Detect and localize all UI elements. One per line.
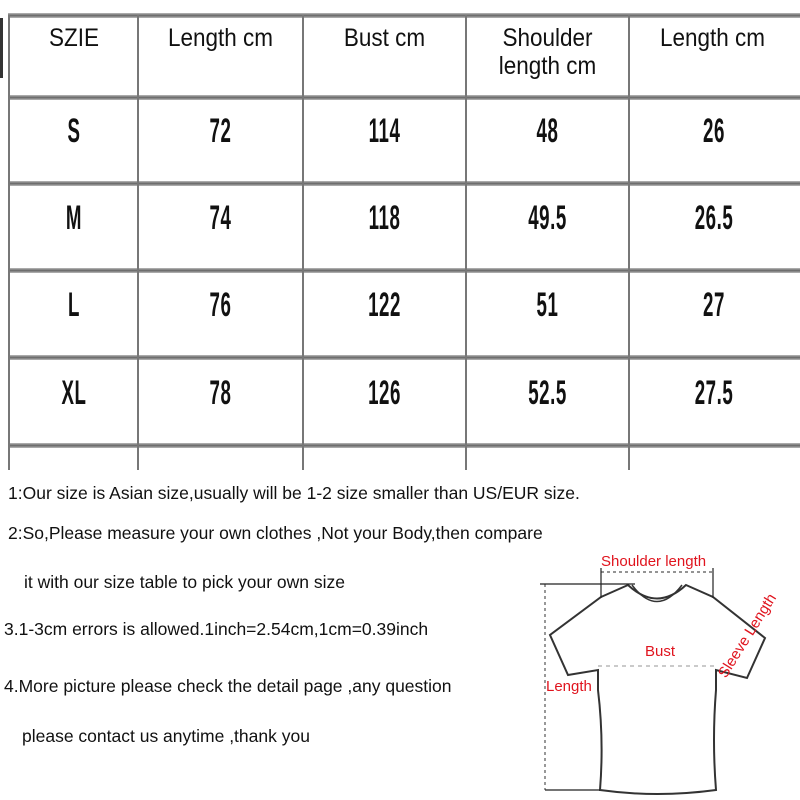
shoulder-length-label: Shoulder length bbox=[601, 553, 707, 570]
cell-shoulder: 52.5 bbox=[528, 374, 567, 412]
cell-shoulder: 51 bbox=[536, 286, 559, 324]
note-2-cont: it with our size table to pick your own size bbox=[24, 572, 345, 592]
cell-length: 74 bbox=[209, 199, 232, 237]
note-4: 4.More picture please check the detail page ,any question bbox=[4, 676, 452, 696]
header-bust: Bust cm bbox=[343, 24, 426, 52]
cell-sleeve-length: 27.5 bbox=[694, 374, 734, 412]
cell-sleeve-length: 26 bbox=[703, 112, 725, 150]
header-length: Length cm bbox=[167, 24, 274, 52]
cell-bust: 122 bbox=[368, 286, 401, 324]
cell-length: 78 bbox=[209, 374, 232, 412]
bust-label: Bust bbox=[645, 643, 676, 660]
cell-sleeve-length: 27 bbox=[703, 286, 725, 324]
cell-length: 76 bbox=[209, 286, 232, 324]
header-shoulder: Shoulder length cm bbox=[498, 24, 597, 80]
note-2: 2:So,Please measure your own clothes ,Not your Body,then compare bbox=[8, 523, 543, 543]
cell-sleeve-length: 26.5 bbox=[694, 199, 734, 237]
cell-size: S bbox=[67, 112, 81, 150]
cell-shoulder: 48 bbox=[536, 112, 559, 150]
cell-bust: 118 bbox=[368, 199, 401, 237]
note-3: 3.1-3cm errors is allowed.1inch=2.54cm,1cm=0.39inch bbox=[4, 619, 429, 639]
cell-bust: 126 bbox=[368, 374, 401, 412]
header-size: SZIE bbox=[48, 24, 100, 52]
note-1: 1:Our size is Asian size,usually will be 1-2 size smaller than US/EUR size. bbox=[8, 483, 580, 503]
length-label: Length bbox=[546, 678, 592, 695]
header-sleeve-length: Length cm bbox=[659, 24, 766, 52]
cell-bust: 114 bbox=[368, 112, 401, 150]
cell-shoulder: 49.5 bbox=[528, 199, 567, 237]
cell-length: 72 bbox=[209, 112, 232, 150]
note-4-cont: please contact us anytime ,thank you bbox=[22, 726, 310, 746]
sleeve-length-label: Sleeve Length bbox=[714, 590, 781, 682]
cell-size: L bbox=[68, 286, 80, 324]
cell-size: XL bbox=[61, 374, 87, 412]
cell-size: M bbox=[65, 199, 83, 237]
